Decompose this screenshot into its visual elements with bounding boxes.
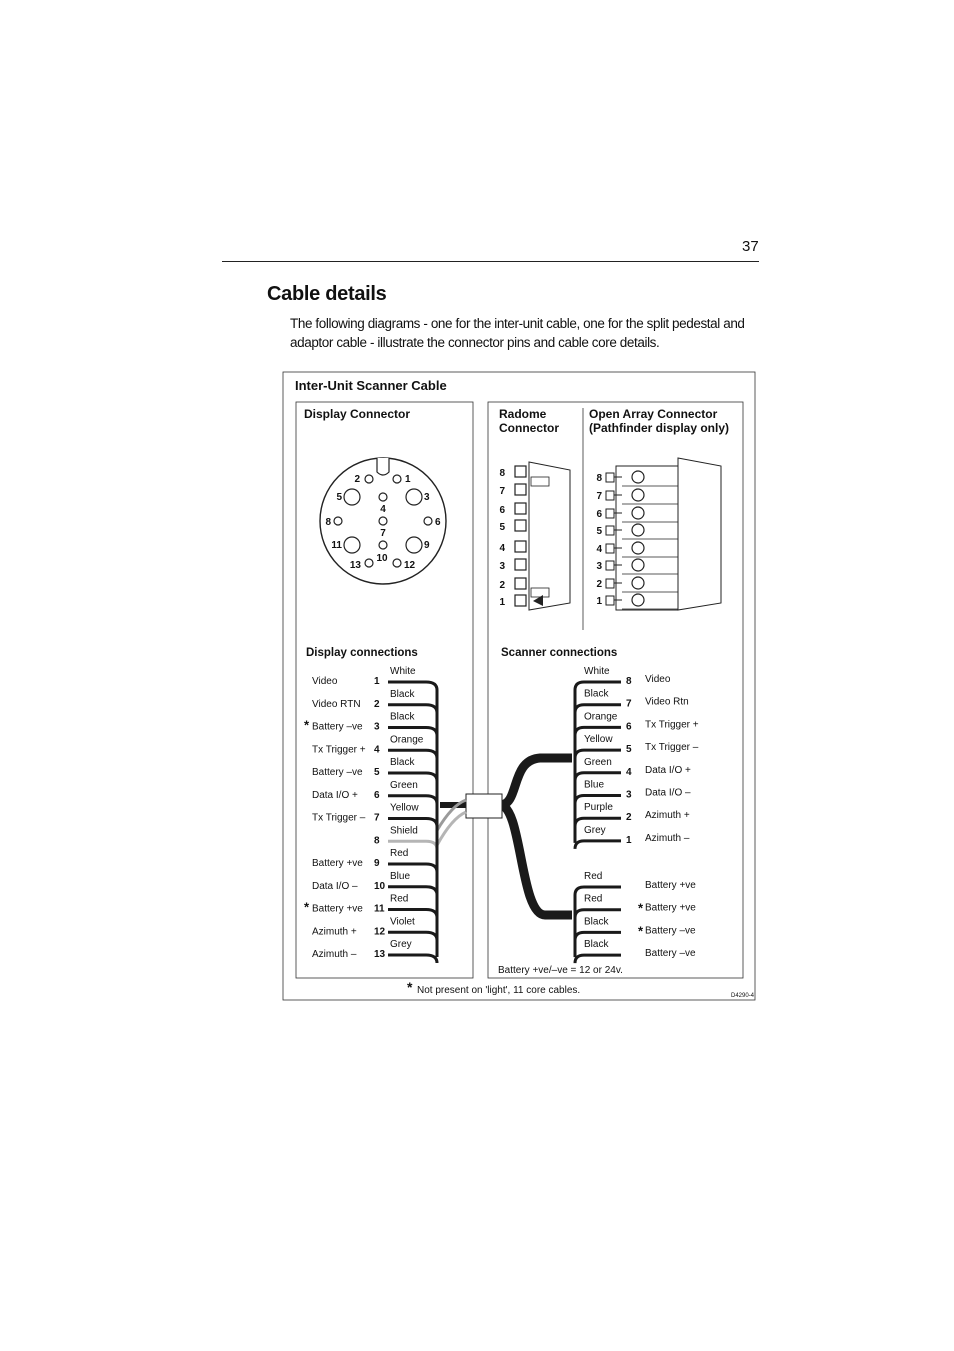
scanner-wire-color: Grey xyxy=(584,824,606,836)
radome-pin-4 xyxy=(515,541,526,552)
display-wire-color: Red xyxy=(390,848,409,859)
scanner-wire-color: Orange xyxy=(584,711,618,723)
figure-title: Inter-Unit Scanner Cable xyxy=(295,378,447,393)
open-array-pin-label-6: 6 xyxy=(596,509,602,520)
power-row xyxy=(575,894,696,918)
radome-pin-1 xyxy=(515,595,526,606)
power-wire-color: Black xyxy=(584,916,609,928)
display-row xyxy=(304,894,437,918)
display-row xyxy=(312,734,437,758)
scanner-row xyxy=(575,825,690,849)
scanner-wire-color: Blue xyxy=(584,779,605,791)
display-signal: Battery +ve xyxy=(312,903,363,915)
scanner-connections-title: Scanner connections xyxy=(501,647,618,659)
power-row xyxy=(575,916,696,940)
display-pin-label-9: 9 xyxy=(424,540,430,551)
power-row xyxy=(575,871,696,895)
open-array-pin-label-7: 7 xyxy=(596,491,602,502)
intro-paragraph: The following diagrams - one for the inter-unit cable, one for the split pedestal and adaptor cable - illustrate the connector pins and cable core details. xyxy=(290,316,745,350)
figure-code: D4290-4 xyxy=(731,993,755,999)
open-array-pin-label-2: 2 xyxy=(596,579,602,590)
power-signal: Battery +ve xyxy=(645,902,696,914)
display-wire-color: Orange xyxy=(390,734,424,746)
scanner-row xyxy=(575,780,691,804)
radome-pin-3 xyxy=(515,559,526,570)
display-row xyxy=(312,757,437,781)
display-pin-4 xyxy=(379,493,387,501)
scanner-wire-color: Black xyxy=(584,688,609,700)
open-array-pin-label-4: 4 xyxy=(596,544,602,555)
power-wire-color: Black xyxy=(584,939,609,951)
scanner-pin-number: 8 xyxy=(626,676,632,687)
footnote-star: * xyxy=(407,979,413,995)
open-array-pin-8 xyxy=(606,473,614,482)
cable-joint xyxy=(466,794,502,818)
scanner-signal: Data I/O – xyxy=(645,787,691,799)
radome-pin-label-8: 8 xyxy=(499,468,505,479)
scanner-wire xyxy=(575,841,621,849)
cable-bundle xyxy=(440,758,572,915)
display-row xyxy=(312,848,437,872)
scanner-row xyxy=(575,734,699,758)
open-array-pin-2 xyxy=(606,579,614,588)
display-pin-number: 4 xyxy=(374,744,380,756)
display-pin-label-8: 8 xyxy=(325,517,331,528)
display-pin-number: 7 xyxy=(374,812,380,824)
display-pin-6 xyxy=(424,517,432,525)
open-array-pin-6 xyxy=(606,509,614,518)
display-pin-number: 2 xyxy=(374,698,380,710)
display-row xyxy=(312,689,437,713)
scanner-signal: Video xyxy=(645,674,671,685)
open-array-pin-1 xyxy=(606,596,614,605)
scanner-row xyxy=(575,711,699,735)
power-signal: Battery –ve xyxy=(645,925,696,937)
radome-pin-6 xyxy=(515,503,526,514)
display-pin-label-7: 7 xyxy=(380,528,386,539)
display-signal: Video RTN xyxy=(312,698,361,710)
display-row xyxy=(312,916,437,940)
display-signal: Tx Trigger + xyxy=(312,744,366,756)
display-pin-label-2: 2 xyxy=(354,474,360,485)
scanner-row xyxy=(575,802,690,826)
display-pin-label-12: 12 xyxy=(404,560,416,571)
section-title: Cable details xyxy=(267,283,387,305)
radome-pin-2 xyxy=(515,578,526,589)
radome-pin-label-4: 4 xyxy=(499,543,505,554)
power-row xyxy=(575,939,696,963)
display-pin-label-1: 1 xyxy=(405,474,411,485)
display-pin-number: 13 xyxy=(374,949,386,960)
open-array-connector xyxy=(596,458,721,610)
open-array-pin-label-3: 3 xyxy=(596,561,602,572)
scanner-signal: Azimuth + xyxy=(645,810,690,822)
radome-connector xyxy=(499,462,570,610)
open-array-pin-label-5: 5 xyxy=(596,526,602,537)
scanner-signal: Video Rtn xyxy=(645,696,689,708)
star-marker: * xyxy=(638,900,644,916)
display-pin-number: 11 xyxy=(374,903,385,915)
radome-pin-label-5: 5 xyxy=(499,522,505,533)
scanner-wire-color: Green xyxy=(584,756,612,768)
display-pin-11 xyxy=(344,537,360,553)
display-pin-label-3: 3 xyxy=(424,492,430,503)
radome-pin-label-6: 6 xyxy=(499,505,505,516)
display-wire-color: Black xyxy=(390,688,415,700)
power-wire-color: Red xyxy=(584,871,603,882)
display-wire-color: Grey xyxy=(390,939,412,950)
scanner-signal: Tx Trigger – xyxy=(645,742,699,754)
radome-pin-label-7: 7 xyxy=(499,486,505,497)
display-wire xyxy=(388,955,437,963)
display-pin-1 xyxy=(393,475,401,483)
radome-pin-label-1: 1 xyxy=(499,597,505,608)
scanner-row xyxy=(575,757,691,781)
display-wire-color: White xyxy=(390,666,416,677)
power-wire-color: Red xyxy=(584,893,603,905)
power-wire xyxy=(575,955,621,963)
display-pin-8 xyxy=(334,517,342,525)
display-signal: Tx Trigger – xyxy=(312,812,366,824)
radome-pin-8 xyxy=(515,466,526,477)
display-connections-title: Display connections xyxy=(306,647,418,659)
display-pin-label-10: 10 xyxy=(376,553,388,564)
radome-pin-label-2: 2 xyxy=(499,580,505,591)
display-signal: Battery –ve xyxy=(312,721,363,733)
display-row xyxy=(312,871,437,895)
scanner-row xyxy=(575,666,671,690)
open-array-pin-label-1: 1 xyxy=(596,596,602,607)
display-pin-label-11: 11 xyxy=(331,540,342,551)
footnote: Not present on 'light', 11 core cables. xyxy=(417,985,581,996)
display-wire-color: Black xyxy=(390,711,415,723)
display-signal: Azimuth – xyxy=(312,949,357,960)
power-signal: Battery –ve xyxy=(645,948,696,960)
scanner-pin-number: 6 xyxy=(626,721,632,733)
display-pin-9 xyxy=(406,537,422,553)
display-connector-title: Display Connector xyxy=(304,407,411,421)
scanner-row xyxy=(575,689,689,713)
open-array-pin-3 xyxy=(606,561,614,570)
display-pin-number: 10 xyxy=(374,880,386,892)
radome-connector-title-2: Connector xyxy=(499,421,559,435)
display-pin-3 xyxy=(406,489,422,505)
display-row xyxy=(312,939,437,963)
display-signal: Battery +ve xyxy=(312,858,363,869)
scanner-pin-number: 1 xyxy=(626,834,632,846)
scanner-pin-number: 7 xyxy=(626,698,632,710)
display-pin-7 xyxy=(379,517,387,525)
open-array-pin-label-8: 8 xyxy=(596,473,602,484)
scanner-pin-number: 2 xyxy=(626,812,632,824)
radome-connector-title: Radome xyxy=(499,407,547,421)
display-pin-2 xyxy=(365,475,373,483)
display-pin-number: 1 xyxy=(374,676,380,687)
scanner-pin-number: 3 xyxy=(626,789,632,801)
star-marker: * xyxy=(638,923,644,939)
display-signal: Data I/O – xyxy=(312,880,358,892)
display-wire-color: Blue xyxy=(390,870,411,882)
display-pin-label-4: 4 xyxy=(380,504,386,515)
display-pin-number: 9 xyxy=(374,858,380,869)
open-array-subtitle: (Pathfinder display only) xyxy=(589,421,730,435)
display-pin-12 xyxy=(393,559,401,567)
scanner-signal: Tx Trigger + xyxy=(645,719,699,731)
scanner-wire-color: White xyxy=(584,666,610,677)
display-pin-5 xyxy=(344,489,360,505)
display-wire-color: Yellow xyxy=(390,802,419,814)
display-pin-number: 3 xyxy=(374,721,380,733)
scanner-signal: Azimuth – xyxy=(645,832,690,844)
display-wire-color: Red xyxy=(390,893,409,905)
battery-note: Battery +ve/–ve = 12 or 24v. xyxy=(498,965,623,976)
display-pin-number: 6 xyxy=(374,789,380,801)
display-pin-number: 5 xyxy=(374,767,380,778)
display-wire-color: Violet xyxy=(390,916,415,928)
display-pin-label-6: 6 xyxy=(435,517,441,528)
display-wire-color: Black xyxy=(390,757,415,768)
star-marker: * xyxy=(304,717,310,733)
display-pin-number: 12 xyxy=(374,926,386,938)
radome-pin-5 xyxy=(515,520,526,531)
radome-pin-7 xyxy=(515,484,526,495)
display-connector-face xyxy=(320,458,446,584)
radome-pin-label-3: 3 xyxy=(499,561,505,572)
connector-key xyxy=(377,458,389,475)
display-signal: Data I/O + xyxy=(312,789,358,801)
scanner-pin-number: 4 xyxy=(626,766,632,778)
open-array-pin-4 xyxy=(606,544,614,553)
display-signal: Azimuth + xyxy=(312,926,357,938)
star-marker: * xyxy=(304,899,310,915)
display-row xyxy=(312,666,437,690)
scanner-wire-color: Purple xyxy=(584,802,613,814)
display-pin-13 xyxy=(365,559,373,567)
open-array-title: Open Array Connector xyxy=(589,407,718,421)
display-row xyxy=(312,780,437,804)
display-wire-color: Green xyxy=(390,779,418,791)
display-pin-label-13: 13 xyxy=(349,560,361,571)
page-number: 37 xyxy=(742,238,759,255)
scanner-signal: Data I/O + xyxy=(645,764,691,776)
display-pin-number: 8 xyxy=(374,835,380,847)
display-pin-10 xyxy=(379,541,387,549)
open-array-pin-5 xyxy=(606,526,614,535)
power-signal: Battery +ve xyxy=(645,880,696,891)
display-signal: Battery –ve xyxy=(312,767,363,778)
display-signal: Video xyxy=(312,676,338,687)
open-array-pin-7 xyxy=(606,491,614,500)
scanner-wire-color: Yellow xyxy=(584,734,613,746)
scanner-pin-number: 5 xyxy=(626,744,632,756)
display-wire-color: Shield xyxy=(390,825,418,837)
display-pin-label-5: 5 xyxy=(336,492,342,503)
display-row xyxy=(304,712,437,736)
